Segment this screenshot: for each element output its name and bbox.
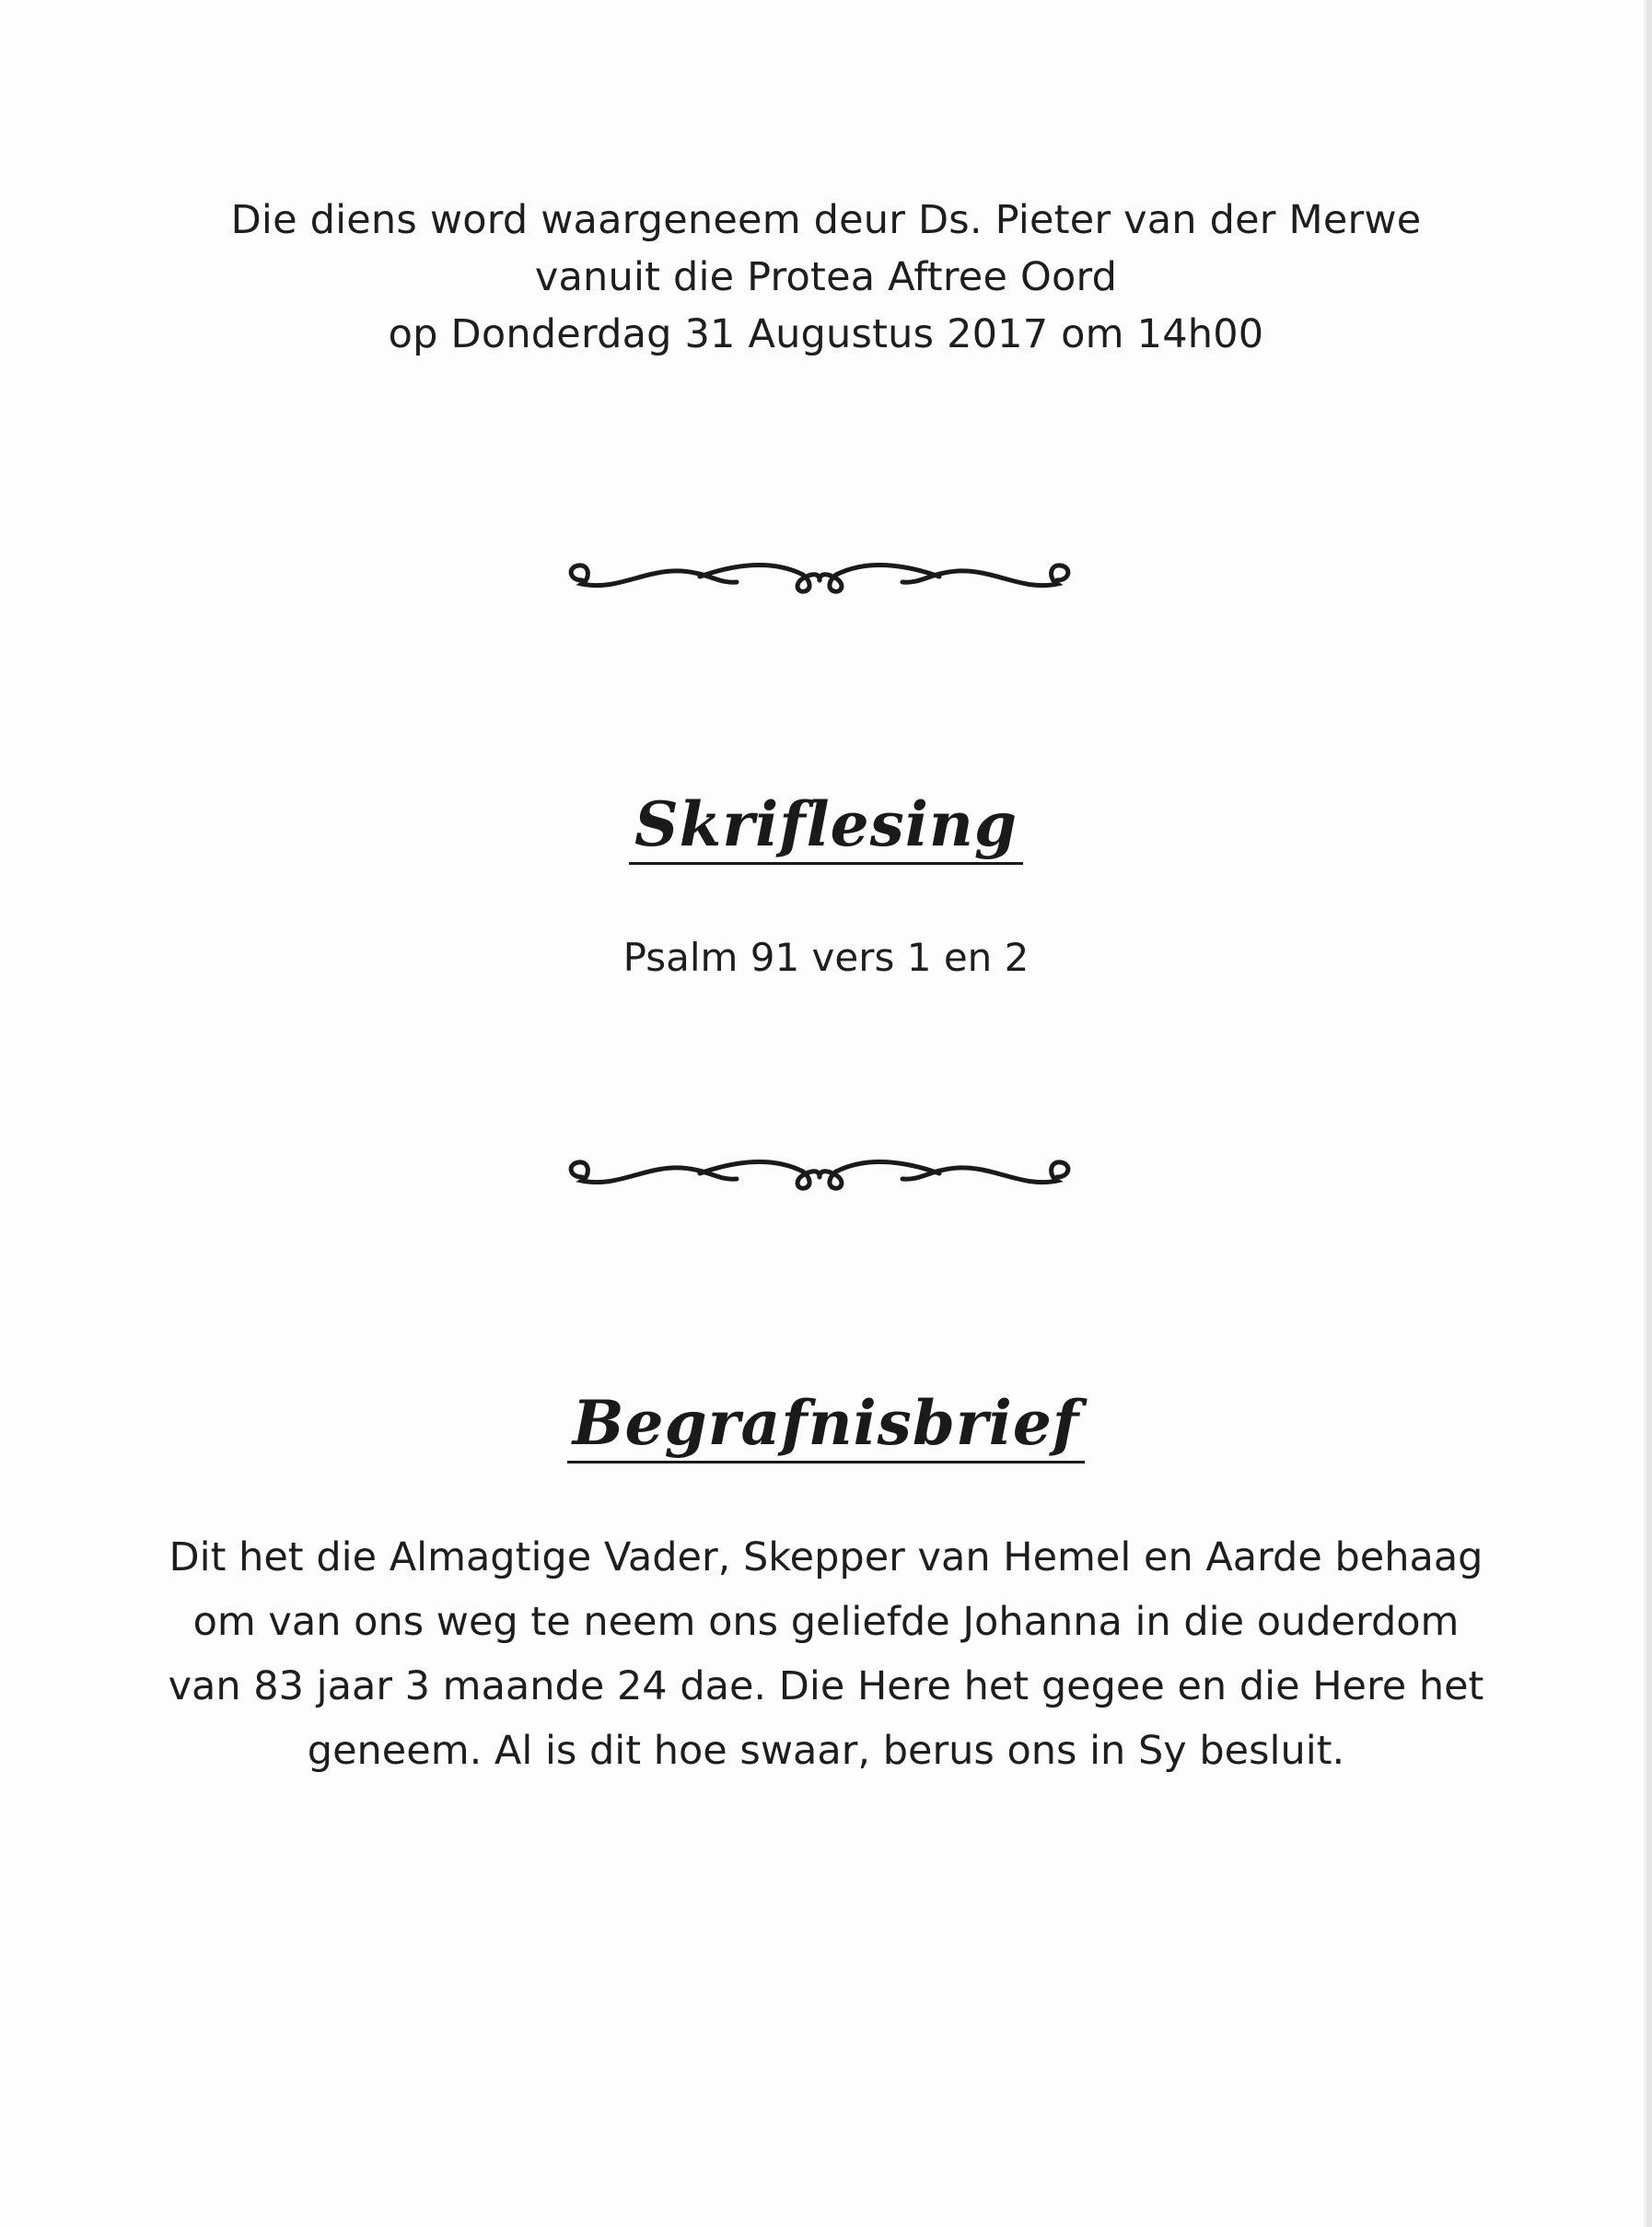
service-line-venue: vanuit die Protea Aftree Oord bbox=[534, 254, 1118, 300]
funeral-letter-heading-text: Begrafnisbrief bbox=[567, 1387, 1085, 1463]
scripture-heading-text: Skriflesing bbox=[629, 788, 1023, 865]
funeral-letter-heading bbox=[0, 1382, 1652, 1464]
ornamental-scroll-divider-icon bbox=[562, 543, 1077, 617]
service-line-datetime: op Donderdag 31 Augustus 2017 om 14h00 bbox=[388, 311, 1264, 357]
scripture-reference: Psalm 91 vers 1 en 2 bbox=[622, 935, 1030, 980]
funeral-letter-line: Dit het die Almagtige Vader, Skepper van Hemel en Aarde behaag bbox=[169, 1534, 1483, 1580]
scripture-heading bbox=[0, 783, 1652, 866]
ornamental-scroll-divider-icon bbox=[562, 1140, 1077, 1214]
funeral-letter-line: om van ons weg te neem ons geliefde Johanna in die ouderdom bbox=[192, 1599, 1460, 1645]
funeral-letter-line: geneem. Al is dit hoe swaar, berus ons in Sy besluit. bbox=[307, 1728, 1345, 1774]
service-line-officiant: Die diens word waargeneem deur Ds. Pieter van der Merwe bbox=[230, 197, 1422, 243]
funeral-letter-body bbox=[0, 1525, 1652, 1783]
service-info bbox=[0, 192, 1652, 363]
funeral-letter-line: van 83 jaar 3 maande 24 dae. Die Here het gegee en die Here het bbox=[168, 1663, 1484, 1709]
